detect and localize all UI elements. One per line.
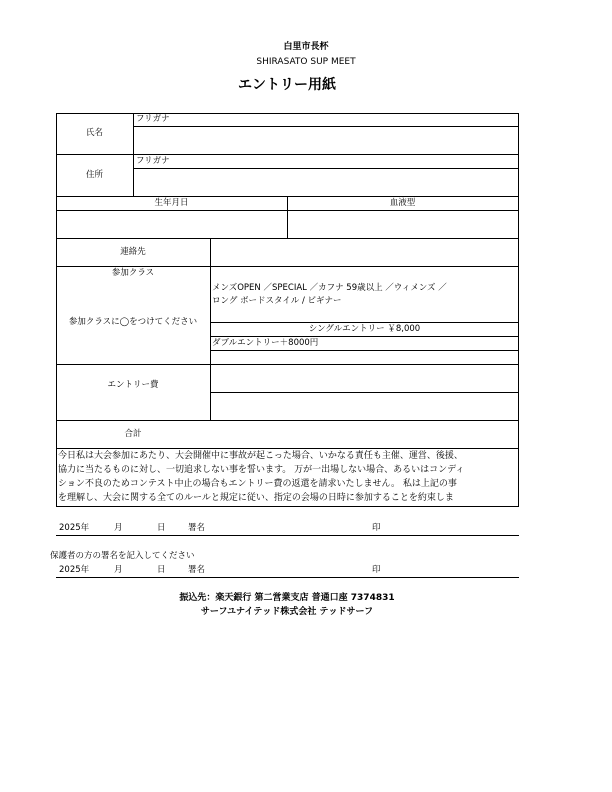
class-instruction: 参加クラスに◯をつけてください <box>68 317 198 327</box>
sig2-year: 2025年 <box>59 565 90 575</box>
double-entry-option[interactable]: ダブルエントリー＋8000円 <box>212 338 319 348</box>
name-label: 氏名 <box>85 128 103 138</box>
contact-label: 連絡先 <box>120 247 146 257</box>
name-field[interactable] <box>134 127 518 154</box>
address-furigana-label: フリガナ <box>136 156 170 166</box>
sig1-year: 2025年 <box>59 523 90 533</box>
payment-company: サーフユナイテッド株式会社 テッドサーフ <box>200 607 374 617</box>
waiver-line-3: ション不良のためコンテスト中止の場合もエントリー費の返還を請求いたしません。 私は上記の事 <box>58 479 457 489</box>
sig1-month: 月 <box>114 523 123 533</box>
payment-account: 振込先：楽天銀行 第二営業支店 普通口座 7374831 <box>179 593 395 603</box>
entry-fee-field-1[interactable] <box>211 365 518 392</box>
waiver-line-4: を理解し、大会に関する全てのルールと規定に従い、指定の会場の日時に参加することを約束しま <box>58 493 454 503</box>
sig2-day: 日 <box>157 565 166 575</box>
name-furigana-label: フリガナ <box>136 114 170 124</box>
total-label: 合計 <box>124 429 142 439</box>
class-options-line2[interactable]: ロング ボードスタイル / ビギナー <box>212 296 342 306</box>
event-name: SHIRASATO SUP MEET <box>256 57 356 67</box>
waiver-line-1: 今日私は大会参加にあたり、大会開催中に事故が起こった場合、いかなる責任も主催、運営、後援、 <box>58 451 463 461</box>
total-field[interactable] <box>211 421 518 448</box>
class-options-line1[interactable]: メンズOPEN ／SPECIAL ／カフナ 59歳以上 ／ウィメンズ ／ <box>212 283 447 293</box>
class-label: 参加クラス <box>111 268 155 278</box>
bloodtype-field[interactable] <box>288 211 518 238</box>
address-field[interactable] <box>134 169 518 196</box>
waiver-line-2: 協力に当たるものに対し、一切追求しない事を誓います。 万が一出場しない場合、あるいはコンディ <box>58 465 465 475</box>
birthdate-field[interactable] <box>57 211 287 238</box>
bloodtype-label: 血液型 <box>389 198 416 208</box>
sig1-sign-label: 署名 <box>188 523 206 533</box>
guardian-note: 保護者の方の署名を記入してください <box>50 551 195 561</box>
sig1-day: 日 <box>157 523 166 533</box>
form-title: エントリー用紙 <box>238 77 336 93</box>
sig2-seal-label: 印 <box>372 565 381 575</box>
birthdate-label: 生年月日 <box>154 198 189 208</box>
sig1-seal-label: 印 <box>372 523 381 533</box>
sig2-month: 月 <box>114 565 123 575</box>
entry-fee-label: エントリー費 <box>107 380 159 390</box>
cup-title: 白里市長杯 <box>283 42 329 52</box>
entry-fee-field-2[interactable] <box>211 393 518 420</box>
sig2-sign-label: 署名 <box>188 565 206 575</box>
single-entry-option[interactable]: シングルエントリー ￥8,000 <box>308 324 421 334</box>
address-label: 住所 <box>85 170 103 180</box>
contact-field[interactable] <box>211 239 518 266</box>
